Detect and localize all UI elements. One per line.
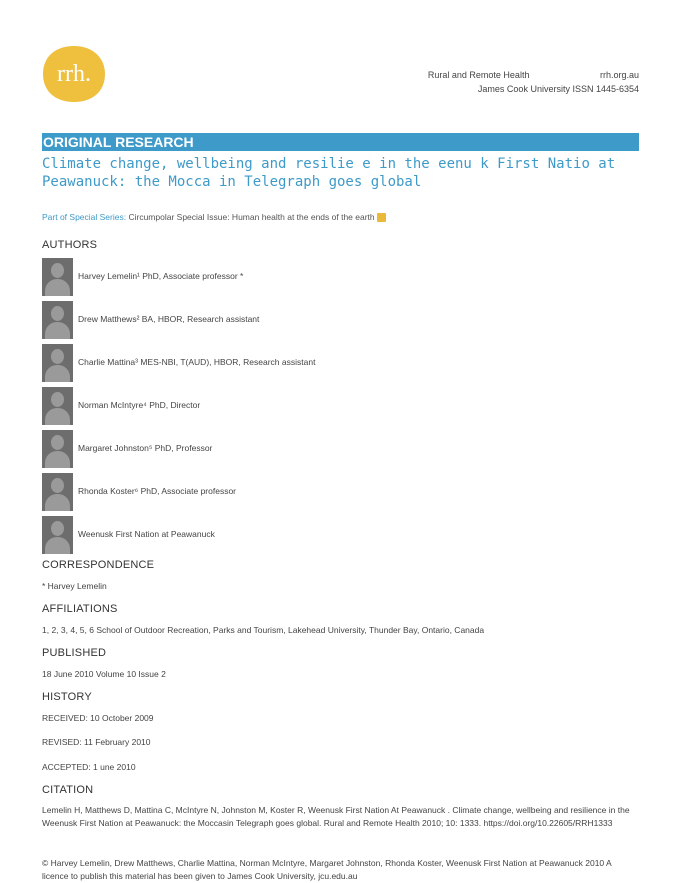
series-link[interactable]: Part of Special Series: <box>42 212 127 222</box>
series-text: Circumpolar Special Issue: Human health at the ends of the earth <box>126 212 375 222</box>
authors-heading: AUTHORS <box>42 239 98 251</box>
title-line-2: Peawanuck: the Mocca in Telegraph goes global <box>42 174 422 190</box>
article-type-banner: ORIGINAL RESEARCH <box>42 133 639 151</box>
special-series <box>42 212 386 222</box>
article-title <box>42 155 639 191</box>
citation-heading: CITATION <box>42 784 94 796</box>
logo-text: rrh. <box>57 61 91 87</box>
author-name[interactable]: Margaret Johnston⁵ PhD, Professor <box>78 443 213 453</box>
logo-blob <box>41 44 107 104</box>
author-item <box>42 301 442 339</box>
author-item <box>42 387 442 425</box>
history-received: RECEIVED: 10 October 2009 <box>42 713 154 723</box>
history-heading: HISTORY <box>42 691 92 703</box>
affiliations-heading: AFFILIATIONS <box>42 603 118 615</box>
author-name[interactable]: Weenusk First Nation at Peawanuck <box>78 529 215 539</box>
avatar-icon <box>42 258 73 296</box>
copyright-text: © Harvey Lemelin, Drew Matthews, Charlie Mattina, Norman McIntyre, Margaret Johnston, Rhonda Koster, Weenusk First Nation at Peawanuck 2010 A licence to publish this material has been given to James Cook University, jcu.edu.au <box>42 858 612 881</box>
journal-site-link[interactable]: rrh.org.au <box>599 70 639 80</box>
published-text: 18 June 2010 Volume 10 Issue 2 <box>42 669 166 679</box>
history-revised: REVISED: 11 February 2010 <box>42 737 151 747</box>
external-link-icon[interactable] <box>377 213 386 222</box>
author-item <box>42 430 442 468</box>
rrh-logo[interactable] <box>41 44 107 104</box>
author-name[interactable]: Drew Matthews² BA, HBOR, Research assistant <box>78 314 260 324</box>
journal-name: Rural and Remote Health <box>427 70 530 80</box>
avatar-icon <box>42 387 73 425</box>
author-name[interactable]: Norman McIntyre⁴ PhD, Director <box>78 400 201 410</box>
affiliations-text: 1, 2, 3, 4, 5, 6 School of Outdoor Recreation, Parks and Tourism, Lakehead University, Thunder Bay, Ontario, Canada <box>42 625 485 635</box>
journal-info <box>428 68 639 96</box>
avatar-icon <box>42 344 73 382</box>
correspondence-author[interactable]: * Harvey Lemelin <box>42 581 107 591</box>
avatar-icon <box>42 430 73 468</box>
author-name[interactable]: Harvey Lemelin¹ PhD, Associate professor * <box>78 271 244 281</box>
citation-text: Lemelin H, Matthews D, Mattina C, McIntyre N, Johnston M, Koster R, Weenusk First Nation At Peawanuck . Climate change, wellbeing and resilience in the Weenusk First Nation at Peawanuck: the Moccasin Telegraph goes global. Rural and Remote Health 2010; 10: 1333. https://doi.org/10.22605/RRH1333 <box>42 805 630 828</box>
author-item <box>42 516 442 554</box>
avatar-icon <box>42 516 73 554</box>
author-name[interactable]: Rhonda Koster⁶ PhD, Associate professor <box>78 486 236 496</box>
avatar-icon <box>42 473 73 511</box>
author-item <box>42 258 442 296</box>
author-item <box>42 473 442 511</box>
correspondence-heading: CORRESPONDENCE <box>42 559 155 571</box>
author-item <box>42 344 442 382</box>
avatar-icon <box>42 301 73 339</box>
journal-publisher: James Cook University ISSN 1445-6354 <box>477 84 639 94</box>
published-heading: PUBLISHED <box>42 647 107 659</box>
title-line-1: Climate change, wellbeing and resilie e in the eenu k First Natio at <box>42 156 616 172</box>
author-name[interactable]: Charlie Mattina³ MES-NBI, T(AUD), HBOR, Research assistant <box>78 357 316 367</box>
history-accepted: ACCEPTED: 1 une 2010 <box>42 762 136 772</box>
